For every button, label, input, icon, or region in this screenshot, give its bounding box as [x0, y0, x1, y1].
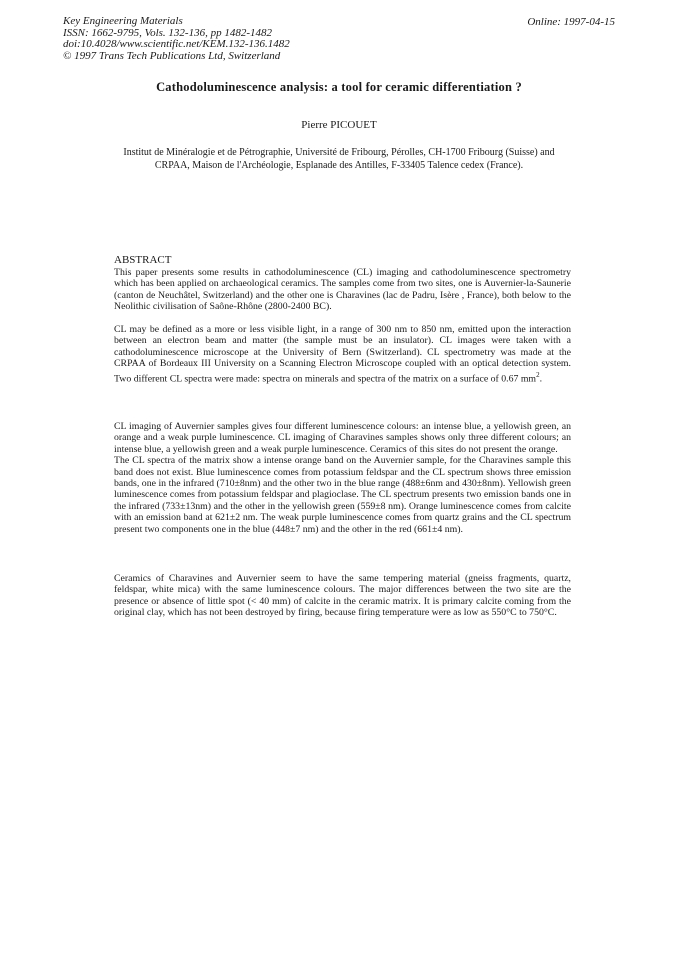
- abstract-paragraph-1: This paper presents some results in cathodoluminescence (CL) imaging and cathodoluminescence spectrometry which has been applied on archaeological ceramics. The samples come from two sites, one is Auvernier-la-Saunerie (canton de Neuchâtel, Switzerland) and the other one is Charavines (lac de Padru, Isère , France), both below to the Neolithic civilisation of Saône-Rhône (2800-2400 BC).: [114, 267, 571, 313]
- issn-line: ISSN: 1662-9795, Vols. 132-136, pp 1482-1482: [63, 26, 272, 39]
- author-affiliation: Institut de Minéralogie et de Pétrographie, Université de Fribourg, Pérolles, CH-1700 Fribourg (Suisse) and CRPAA, Maison de l'Archéologie, Esplanade des Antilles, F-33405 Talence cedex (France).: [123, 147, 555, 171]
- superscript-2: 2: [536, 370, 540, 379]
- journal-name: Key Engineering Materials: [63, 15, 183, 27]
- abstract-paragraph-3: CL imaging of Auvernier samples gives four different luminescence colours: an intense blue, a yellowish green, an orange and a weak purple luminescence. CL imaging of Charavines samples shows only three different colours; an intense blue, a yellowish green and a weak purple luminescence. Ceramics of this sites do not present the orange. The CL spectra of the matrix show a intense orange band on the Auvernier sample, for the Charavines sample this band does not exist. Blue luminescence comes from potassium feldspar and the CL spectrum shows three emission bands, one in the infrared (710±8nm) and the other two in the blue range (488±6nm and 430±8nm). Yellowish green luminescence comes from potassium feldspar and plagioclase. The CL spectrum presents two emission bands one in the infrared (733±13nm) and the other in the yellowish green (559±8 nm). Orange luminescence comes from calcite with an emission band at 621±2 nm. The weak purple luminescence comes from quartz grains and the CL spectrum present two components one in the blue (448±7 nm) and the other in the red (661±4 nm).: [114, 421, 571, 535]
- journal-meta: [63, 16, 290, 62]
- abstract-paragraph-2: CL may be defined as a more or less visible light, in a range of 300 nm to 850 nm, emitted upon the interaction between an electron beam and matter (the sample must be an insulator). CL images were taken with a cathodoluminescence microscope at the University of Bern (Switzerland). CL spectrometry was made at the CRPAA of Bordeaux III University on a Scanning Electron Microscope coupled with an optical detection system. Two different CL spectra were made: spectra on minerals and spectra of the matrix on a surface of 0.67 $mm^2$.: [114, 324, 571, 384]
- paper-author: Pierre PICOUET: [301, 119, 377, 131]
- paper-title: Cathodoluminescence analysis: a tool for ceramic differentiation ?: [156, 80, 522, 94]
- online-date: Online: 1997-04-15: [527, 16, 615, 28]
- doi-line: doi:10.4028/www.scientific.net/KEM.132-136.1482: [63, 38, 290, 50]
- abstract-paragraph-4: Ceramics of Charavines and Auvernier seem to have the same tempering material (gneiss fragments, quartz, feldspar, white mica) with the same luminescence colours. The major differences between the two site are the presence or absence of little spot (< 40 mm) of calcite in the ceramic matrix. It is primary calcite coming from the original clay, which has not been destroyed by firing, because firing temperature were as low as 550°C to 750°C.: [114, 573, 571, 619]
- copyright-line: © 1997 Trans Tech Publications Ltd, Switzerland: [63, 49, 281, 62]
- abstract-heading: ABSTRACT: [114, 254, 172, 266]
